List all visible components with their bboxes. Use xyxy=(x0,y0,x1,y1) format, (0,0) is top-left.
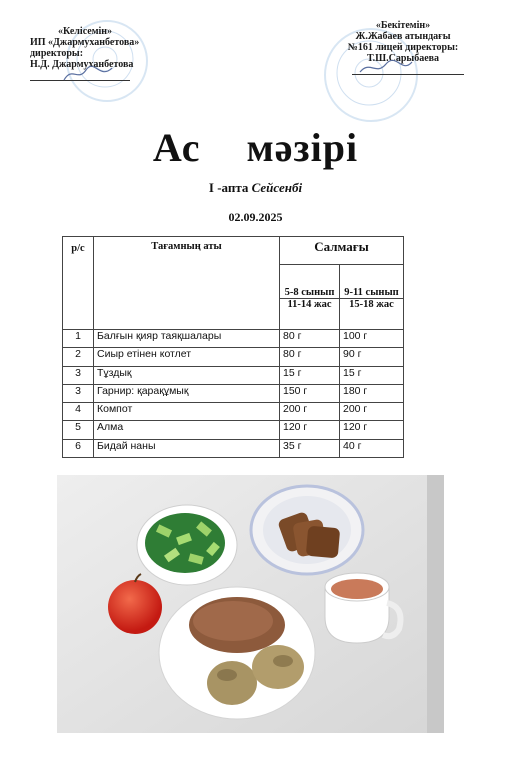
right-signature xyxy=(356,58,416,78)
meal-photo xyxy=(57,475,444,733)
row-number: 3 xyxy=(63,384,94,402)
row-weight-group2: 180 г xyxy=(340,384,404,402)
approval-left-heading: «Келісемін» xyxy=(58,26,113,37)
meal-illustration xyxy=(57,475,444,733)
menu-table xyxy=(62,236,404,458)
row-weight-group1: 80 г xyxy=(280,348,340,366)
approval-left-role: директоры: xyxy=(30,48,84,59)
row-weight-group2: 100 г xyxy=(340,330,404,348)
row-weight-group1: 120 г xyxy=(280,421,340,439)
row-weight-group1: 15 г xyxy=(280,366,340,384)
row-dish-name: Гарнир: қарақұмық xyxy=(94,384,280,402)
table-row xyxy=(63,366,404,384)
row-weight-group2: 120 г xyxy=(340,421,404,439)
day-label: Сейсенбі xyxy=(251,180,303,195)
title-word-1: Ас xyxy=(152,125,201,170)
row-weight-group1: 35 г xyxy=(280,439,340,457)
header-group1-class: 5-8 сынып xyxy=(280,265,340,299)
row-weight-group2: 15 г xyxy=(340,366,404,384)
table-row xyxy=(63,330,404,348)
title-word-2: мәзірі xyxy=(246,125,359,170)
row-dish-name: Сиыр етінен котлет xyxy=(94,348,280,366)
row-dish-name: Балғын қияр таяқшалары xyxy=(94,330,280,348)
header-group1-age: 11-14 жас xyxy=(280,299,340,330)
approval-right-heading: «Бекітемін» xyxy=(375,20,431,31)
row-weight-group1: 80 г xyxy=(280,330,340,348)
cucumber-bowl xyxy=(137,505,237,585)
row-weight-group1: 150 г xyxy=(280,384,340,402)
table-row xyxy=(63,421,404,439)
row-dish-name: Компот xyxy=(94,403,280,421)
main-plate xyxy=(159,587,315,719)
row-number: 2 xyxy=(63,348,94,366)
table-row xyxy=(63,384,404,402)
bread-basket xyxy=(251,486,363,574)
row-dish-name: Тұздық xyxy=(94,366,280,384)
row-number: 1 xyxy=(63,330,94,348)
row-dish-name: Алма xyxy=(94,421,280,439)
approval-left-company: ИП «Джармуханбетова» xyxy=(30,37,140,48)
header-number: р/с xyxy=(63,237,94,330)
approval-right-school: Ж.Жабаев атындағы xyxy=(355,31,451,42)
menu-date: 02.09.2025 xyxy=(228,210,283,224)
row-number: 3 xyxy=(63,366,94,384)
row-number: 6 xyxy=(63,439,94,457)
header-dish-name: Тағамның аты xyxy=(94,237,280,330)
header-group2-class: 9-11 сынып xyxy=(340,265,404,299)
row-weight-group2: 40 г xyxy=(340,439,404,457)
left-signature xyxy=(60,62,120,86)
week-day-line xyxy=(0,180,511,196)
row-number: 4 xyxy=(63,403,94,421)
approval-right-role: №161 лицей директоры: xyxy=(347,42,459,53)
approval-left-name: Н.Д. Джармуханбетова xyxy=(30,59,134,70)
header-weight: Салмағы xyxy=(280,237,404,265)
approval-right-name: Т.Ш.Сарыбаева xyxy=(366,53,440,64)
row-dish-name: Бидай наны xyxy=(94,439,280,457)
table-row xyxy=(63,439,404,457)
row-weight-group2: 90 г xyxy=(340,348,404,366)
header-group2-age: 15-18 жас xyxy=(340,299,404,330)
table-row xyxy=(63,348,404,366)
table-row xyxy=(63,403,404,421)
week-label: І -апта xyxy=(208,180,249,195)
page-title xyxy=(0,124,511,171)
row-weight-group1: 200 г xyxy=(280,403,340,421)
row-number: 5 xyxy=(63,421,94,439)
row-weight-group2: 200 г xyxy=(340,403,404,421)
